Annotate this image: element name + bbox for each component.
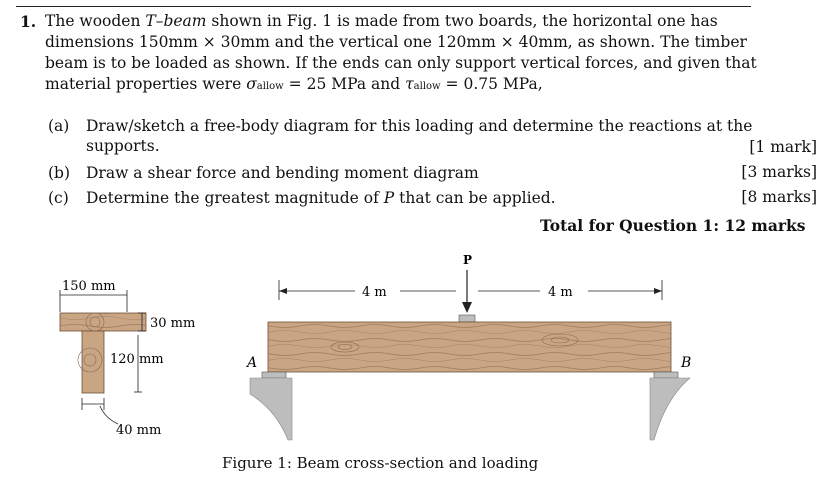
figure-caption: Figure 1: Beam cross-section and loading: [222, 454, 539, 472]
span-arrow-right: [654, 288, 662, 294]
part-c-text-start: Determine the greatest magnitude of: [86, 189, 384, 207]
part-a-label: (a): [48, 117, 70, 135]
support-b-base: [650, 378, 690, 440]
support-b-label: B: [681, 355, 692, 371]
question-text-middle: shown in Fig. 1 is made from two boards, the horizontal one has dimensions 150mm × 30mm and the vertical one 120mm × 40mm, as shown. The timber beam is to be loaded as shown. If the ends can only support vertical forces, and given that material properties were: [45, 12, 757, 93]
part-b-label: (b): [48, 164, 71, 182]
web: [82, 331, 104, 393]
load-arrowhead: [462, 302, 472, 313]
part-c-marks: [8 marks]: [741, 188, 817, 206]
part-a-text-line1: Draw/sketch a free-body diagram for this loading and determine the reactions at the: [86, 117, 753, 135]
support-b-plate: [654, 372, 678, 378]
part-c-text-end: that can be applied.: [394, 189, 556, 207]
tau-symbol: τ: [405, 75, 414, 93]
dim-40-label: 40 mm: [116, 423, 162, 438]
load-plate: [459, 315, 475, 322]
part-a-marks: [1 mark]: [749, 138, 817, 156]
dim-40-leader: [100, 406, 118, 424]
dim-150-label: 150 mm: [62, 279, 116, 294]
total-marks: Total for Question 1: 12 marks: [540, 216, 806, 235]
tau-value: = 0.75 MPa,: [440, 75, 543, 93]
dim-120-label: 120 mm: [110, 352, 164, 367]
support-a-label: A: [247, 355, 258, 371]
part-c-label: (c): [48, 189, 69, 207]
part-a-text-line2: supports.: [86, 137, 160, 155]
sigma-value: = 25 MPa and: [283, 75, 406, 93]
part-c-variable: P: [383, 189, 395, 207]
question-text-start: The wooden: [45, 12, 146, 30]
support-a-base: [250, 378, 292, 440]
flange-grain: [60, 313, 146, 331]
dim-30-label: 30 mm: [150, 316, 196, 331]
question-number: 1.: [20, 12, 37, 31]
span-right-label: 4 m: [548, 285, 573, 300]
sigma-subscript: allow: [256, 81, 284, 92]
span-left-label: 4 m: [362, 285, 387, 300]
beam-grain: [268, 322, 671, 372]
load-label: P: [463, 253, 473, 267]
support-a-plate: [262, 372, 286, 378]
part-b-text: Draw a shear force and bending moment diagram: [86, 164, 479, 182]
beam-type: T–beam: [145, 12, 207, 30]
tau-subscript: allow: [413, 81, 441, 92]
span-arrow-left: [279, 288, 287, 294]
beam-diagram: [245, 253, 691, 440]
sigma-symbol: σ: [246, 75, 257, 93]
cross-section: [60, 279, 195, 438]
part-b-marks: [3 marks]: [741, 163, 817, 181]
